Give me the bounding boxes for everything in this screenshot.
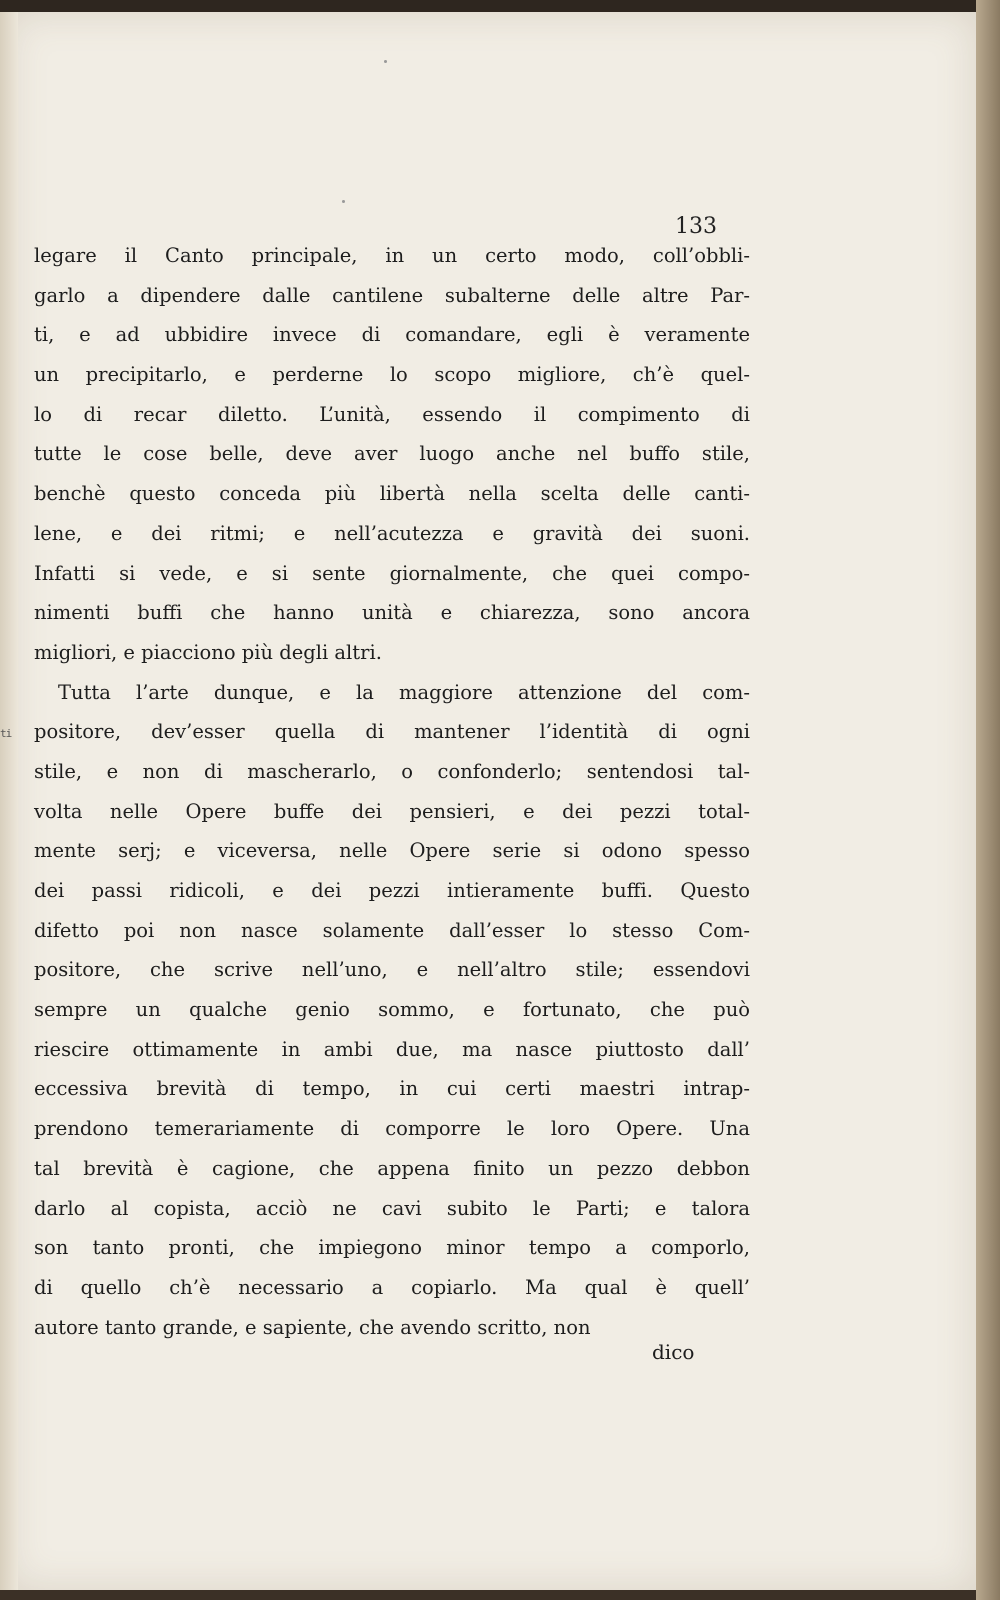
text-line: eccessiva brevità di tempo, in cui certi maestri intrap- bbox=[34, 1077, 750, 1101]
book-top-edge bbox=[0, 0, 1000, 12]
gutter-fragment bbox=[0, 1117, 18, 1156]
catchword: dico bbox=[652, 1340, 695, 1364]
gutter-fragment bbox=[0, 1156, 18, 1195]
text-line: autore tanto grande, e sapiente, che avendo scritto, non bbox=[34, 1315, 591, 1339]
gutter-fragment bbox=[0, 454, 18, 493]
gutter-fragment bbox=[0, 298, 18, 337]
gutter-fragment bbox=[0, 571, 18, 610]
text-line: Infatti si vede, e si sente giornalmente, che quei compo- bbox=[34, 561, 750, 585]
text-line: volta nelle Opere buffe dei pensieri, e dei pezzi total- bbox=[34, 799, 750, 823]
gutter-fragments bbox=[0, 220, 18, 1351]
text-line: tal brevità è cagione, che appena finito un pezzo debbon bbox=[34, 1156, 750, 1180]
paper-speck bbox=[342, 200, 345, 203]
gutter-fragment bbox=[0, 1273, 18, 1312]
gutter-fragment bbox=[0, 844, 18, 883]
gutter-fragment bbox=[0, 1078, 18, 1117]
text-line: legare il Canto principale, in un certo modo, coll’obbli- bbox=[34, 244, 750, 267]
gutter-fragment bbox=[0, 961, 18, 1000]
gutter-fragment bbox=[0, 883, 18, 922]
gutter-fragment bbox=[0, 220, 18, 259]
gutter-fragment bbox=[0, 415, 18, 454]
text-line: tutte le cose belle, deve aver luogo anche nel buffo stile, bbox=[34, 442, 750, 466]
gutter-fragment bbox=[0, 922, 18, 961]
gutter-fragment bbox=[0, 1195, 18, 1234]
gutter-fragment bbox=[0, 376, 18, 415]
text-line: sempre un qualche genio sommo, e fortunato, che può bbox=[34, 998, 750, 1022]
gutter-fragment bbox=[0, 649, 18, 688]
gutter-fragment: ti bbox=[0, 727, 12, 740]
text-line: un precipitarlo, e perderne lo scopo migliore, ch’è quel- bbox=[34, 363, 750, 387]
text-line: di quello ch’è necessario a copiarlo. Ma qual è quell’ bbox=[34, 1275, 750, 1299]
gutter-fragment bbox=[0, 766, 18, 805]
text-line: garlo a dipendere dalle cantilene subalterne delle altre Par- bbox=[34, 283, 750, 307]
gutter-fragment bbox=[0, 805, 18, 844]
text-line: son tanto pronti, che impiegono minor tempo a comporlo, bbox=[34, 1236, 750, 1260]
paper-speck bbox=[384, 60, 387, 63]
text-line: lo di recar diletto. L’unità, essendo il compimento di bbox=[34, 402, 750, 426]
gutter-fragment bbox=[0, 610, 18, 649]
text-line: stile, e non di mascherarlo, o confonderlo; sentendosi tal- bbox=[34, 759, 750, 783]
book-right-edge bbox=[976, 0, 1000, 1600]
text-line: mente serj; e viceversa, nelle Opere serie si odono spesso bbox=[34, 839, 750, 863]
text-line: positore, dev’esser quella di mantener l’identità di ogni bbox=[34, 720, 750, 744]
text-line: Tutta l’arte dunque, e la maggiore attenzione del com- bbox=[58, 680, 750, 704]
gutter-fragment bbox=[0, 493, 18, 532]
text-line: positore, che scrive nell’uno, e nell’altro stile; essendovi bbox=[34, 958, 750, 982]
gutter-fragment bbox=[0, 259, 18, 298]
text-line: darlo al copista, acciò ne cavi subito le Parti; e talora bbox=[34, 1196, 750, 1220]
text-line: dei passi ridicoli, e dei pezzi intieramente buffi. Questo bbox=[34, 879, 750, 902]
gutter-fragment bbox=[0, 1312, 18, 1351]
text-line: migliori, e piacciono più degli altri. bbox=[34, 640, 382, 664]
gutter-fragment bbox=[0, 1234, 18, 1273]
gutter-fragment bbox=[0, 337, 18, 376]
text-line: ti, e ad ubbidire invece di comandare, egli è veramente bbox=[34, 323, 750, 347]
text-line: difetto poi non nasce solamente dall’esser lo stesso Com- bbox=[34, 918, 750, 942]
text-line: benchè questo conceda più libertà nella scelta delle canti- bbox=[34, 482, 750, 506]
text-line: lene, e dei ritmi; e nell’acutezza e gravità dei suoni. bbox=[34, 521, 750, 545]
gutter-fragment bbox=[0, 532, 18, 571]
body-text bbox=[34, 236, 750, 1347]
text-line: prendono temerariamente di comporre le loro Opere. Una bbox=[34, 1117, 750, 1141]
text-line: nimenti buffi che hanno unità e chiarezza, sono ancora bbox=[34, 601, 750, 625]
gutter-fragment bbox=[0, 1039, 18, 1078]
gutter-fragment bbox=[0, 1000, 18, 1039]
page-number: 133 bbox=[675, 214, 717, 239]
gutter-fragment bbox=[0, 688, 18, 727]
text-line: riescire ottimamente in ambi due, ma nasce piuttosto dall’ bbox=[34, 1037, 750, 1061]
